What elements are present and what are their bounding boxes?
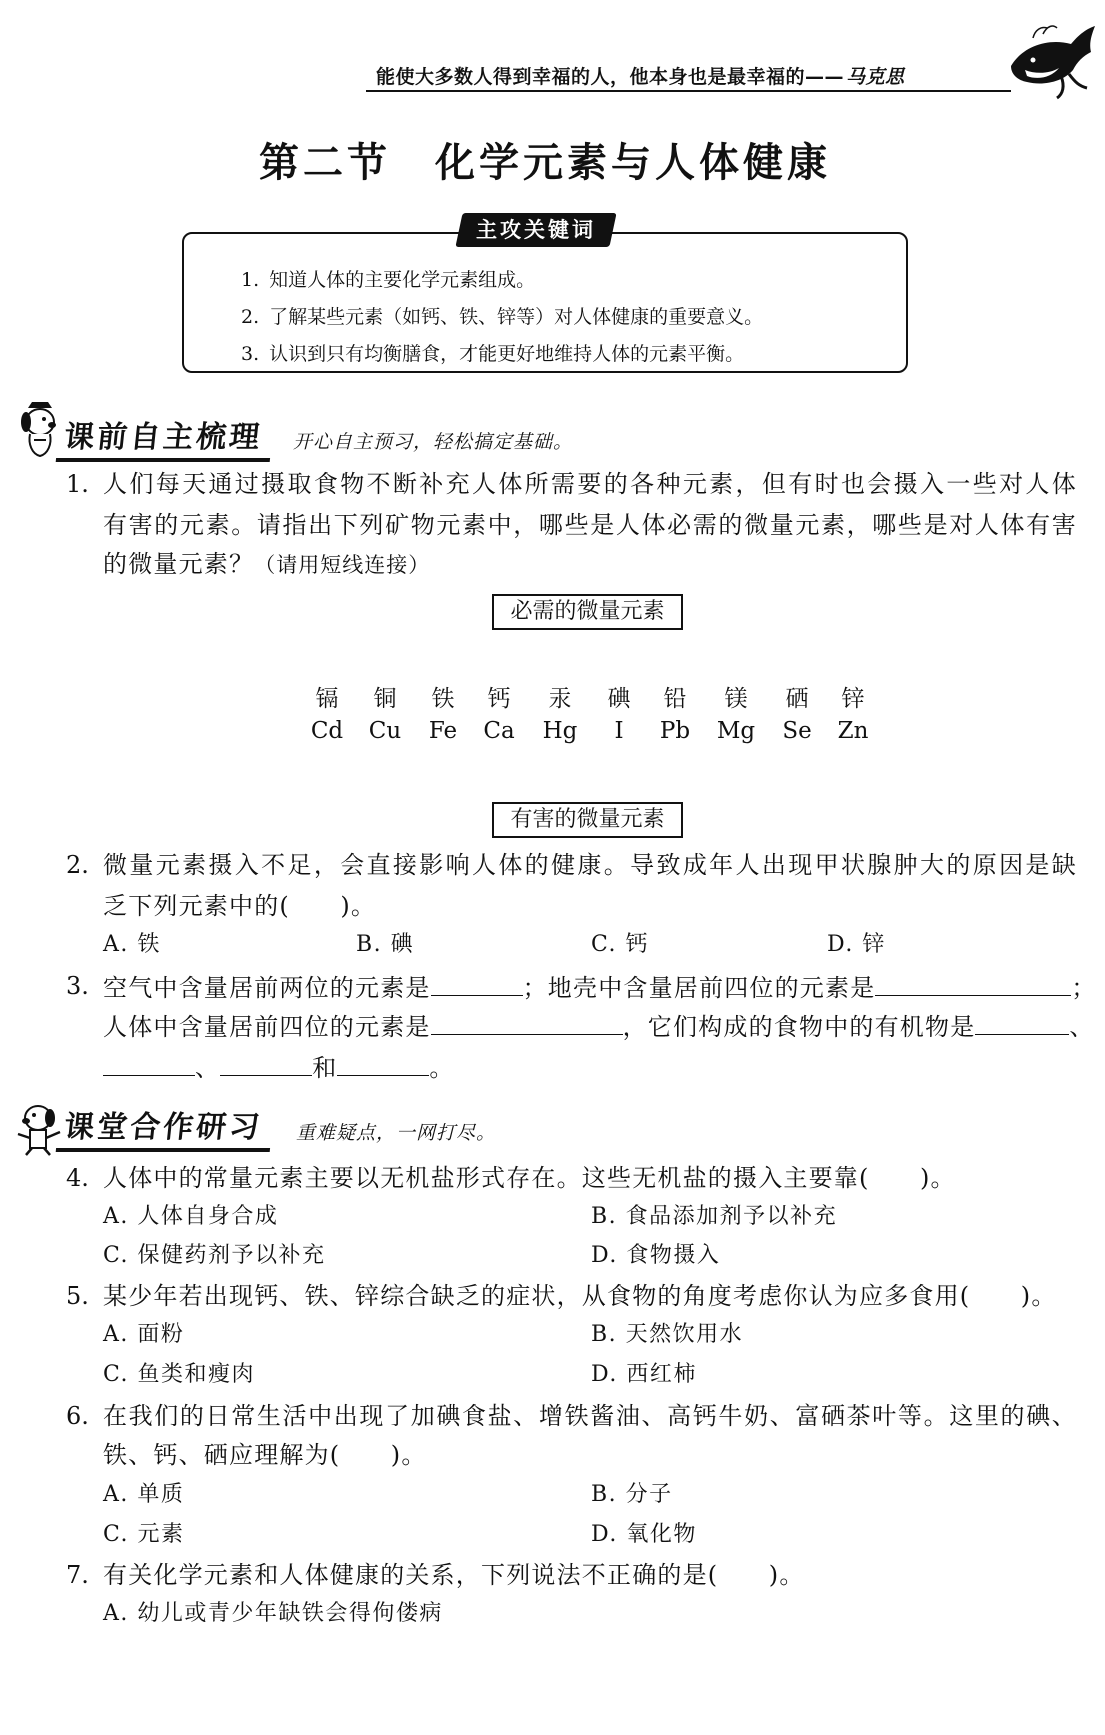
element-name[interactable]: 钙: [487, 686, 511, 712]
essential-elements-label: 必需的微量元素: [492, 594, 683, 630]
element-name[interactable]: 镁: [724, 686, 748, 712]
question-text: 的微量元素？: [103, 550, 255, 578]
keyword-item-number: 2.: [241, 306, 260, 328]
element-symbol[interactable]: Pb: [659, 718, 691, 744]
option-d[interactable]: D. 锌: [827, 932, 886, 957]
answer-blank[interactable]: [220, 1051, 312, 1076]
question-number: 7.: [66, 1561, 89, 1589]
keyword-item-number: 1.: [241, 269, 260, 291]
element-symbol[interactable]: Hg: [542, 718, 578, 744]
element-symbol[interactable]: Fe: [428, 718, 458, 744]
keywords-label: [455, 213, 616, 247]
element-name[interactable]: 铁: [431, 686, 455, 712]
option-d[interactable]: D. 西红柿: [591, 1362, 697, 1387]
question-text-line: 某少年若出现钙、铁、锌综合缺乏的症状，从食物的角度考虑你认为应多食用( )。: [103, 1282, 1057, 1310]
answer-blank[interactable]: [431, 1010, 623, 1035]
question-text: 。: [429, 1054, 455, 1082]
element-name[interactable]: 硒: [785, 686, 809, 712]
option-d[interactable]: D. 氧化物: [591, 1522, 697, 1547]
keyword-item: [241, 304, 763, 330]
answer-blank[interactable]: [875, 971, 1071, 996]
section-title: 课堂合作研习: [56, 1108, 275, 1152]
keyword-item-text: 认识到只有均衡膳食，才能更好地维持人体的元素平衡。: [269, 343, 745, 365]
option-a[interactable]: A. 铁: [103, 932, 161, 957]
answer-blank[interactable]: [337, 1051, 429, 1076]
element-symbol[interactable]: Zn: [837, 718, 869, 744]
option-b[interactable]: B. 食品添加剂予以补充: [591, 1204, 838, 1229]
element-symbol[interactable]: Mg: [716, 718, 756, 744]
question-text: 、: [195, 1054, 221, 1082]
question-text: ；地壳中含量居前四位的元素是: [522, 974, 876, 1002]
header-rule: [366, 90, 1011, 92]
question-text-line: [103, 549, 1077, 580]
question-text: 空气中含量居前两位的元素是: [103, 974, 431, 1002]
keywords-label-text: 主攻关键词: [476, 218, 596, 242]
question-number: 4.: [66, 1164, 89, 1192]
question-text-line: 铁、钙、硒应理解为( )。: [103, 1441, 427, 1469]
option-a[interactable]: A. 人体自身合成: [103, 1204, 279, 1229]
question-text-line: [103, 1010, 1095, 1042]
keyword-item: [241, 267, 535, 293]
question-text-line: [103, 1051, 1077, 1083]
question-text-line: 人们每天通过摄取食物不断补充人体所需要的各种元素，但有时也会摄入一些对人体: [103, 470, 1077, 498]
question-text-line: [103, 971, 1097, 1003]
element-name[interactable]: 铜: [373, 686, 397, 712]
question-text-line: 人体中的常量元素主要以无机盐形式存在。这些无机盐的摄入主要靠( )。: [103, 1164, 956, 1192]
keyword-item-number: 3.: [241, 343, 260, 365]
question-number: 3.: [66, 972, 89, 1000]
section-title: 课前自主梳理: [56, 418, 275, 462]
option-c[interactable]: C. 元素: [103, 1522, 185, 1547]
question-number: 2.: [66, 851, 89, 879]
question-text: 人体中含量居前四位的元素是: [103, 1013, 431, 1041]
keyword-item-text: 了解某些元素（如钙、铁、锌等）对人体健康的重要意义。: [269, 306, 764, 328]
keyword-item: [241, 341, 744, 367]
option-a[interactable]: A. 单质: [103, 1482, 185, 1507]
answer-blank[interactable]: [103, 1051, 195, 1076]
question-number: 1.: [66, 470, 89, 498]
whale-icon: [1003, 16, 1099, 102]
element-name[interactable]: 镉: [315, 686, 339, 712]
option-c[interactable]: C. 鱼类和瘦肉: [103, 1362, 256, 1387]
question-number: 5.: [66, 1282, 89, 1310]
question-text-line: 在我们的日常生活中出现了加碘食盐、增铁酱油、高钙牛奶、富硒茶叶等。这里的碘、: [103, 1402, 1077, 1430]
element-symbol[interactable]: Cu: [368, 718, 402, 744]
element-name[interactable]: 汞: [548, 686, 572, 712]
page-title: 第二节 化学元素与人体健康: [259, 140, 831, 186]
element-name[interactable]: 锌: [841, 686, 865, 712]
option-a[interactable]: A. 面粉: [103, 1322, 185, 1347]
answer-blank[interactable]: [431, 971, 523, 996]
element-name[interactable]: 铅: [663, 686, 687, 712]
question-text-line: 乏下列元素中的( )。: [103, 892, 377, 920]
question-hint: （请用短线连接）: [254, 553, 431, 577]
section-subtitle: 重难疑点，一网打尽。: [296, 1122, 497, 1144]
option-b[interactable]: B. 天然饮用水: [591, 1322, 744, 1347]
header-quote: [376, 62, 905, 89]
harmful-elements-label: 有害的微量元素: [492, 802, 683, 838]
question-text: ；: [1071, 974, 1097, 1002]
option-b[interactable]: B. 碘: [356, 932, 415, 957]
option-d[interactable]: D. 食物摄入: [591, 1243, 721, 1268]
option-c[interactable]: C. 保健药剂予以补充: [103, 1243, 326, 1268]
answer-blank[interactable]: [975, 1010, 1069, 1035]
quote-text: 能使大多数人得到幸福的人，他本身也是最幸福的——: [376, 66, 845, 88]
question-text: ，它们构成的食物中的有机物是: [622, 1013, 976, 1041]
option-b[interactable]: B. 分子: [591, 1482, 673, 1507]
option-a[interactable]: A. 幼儿或青少年缺铁会得佝偻病: [103, 1601, 443, 1626]
question-number: 6.: [66, 1402, 89, 1430]
quote-author: 马克思: [846, 66, 905, 88]
element-symbol[interactable]: Ca: [483, 718, 515, 744]
question-text-line: 有关化学元素和人体健康的关系，下列说法不正确的是( )。: [103, 1561, 805, 1589]
element-name[interactable]: 碘: [607, 686, 631, 712]
element-symbol[interactable]: I: [614, 718, 624, 744]
option-c[interactable]: C. 钙: [591, 932, 650, 957]
element-symbol[interactable]: Se: [782, 718, 812, 744]
keyword-item-text: 知道人体的主要化学元素组成。: [269, 269, 536, 291]
section-subtitle: 开心自主预习，轻松搞定基础。: [293, 431, 574, 453]
question-text: 和: [312, 1054, 338, 1082]
question-text-line: 有害的元素。请指出下列矿物元素中，哪些是人体必需的微量元素，哪些是对人体有害: [103, 511, 1077, 539]
question-text: 、: [1069, 1013, 1095, 1041]
question-text-line: 微量元素摄入不足，会直接影响人体的健康。导致成年人出现甲状腺肿大的原因是缺: [103, 851, 1077, 879]
element-symbol[interactable]: Cd: [310, 718, 344, 744]
